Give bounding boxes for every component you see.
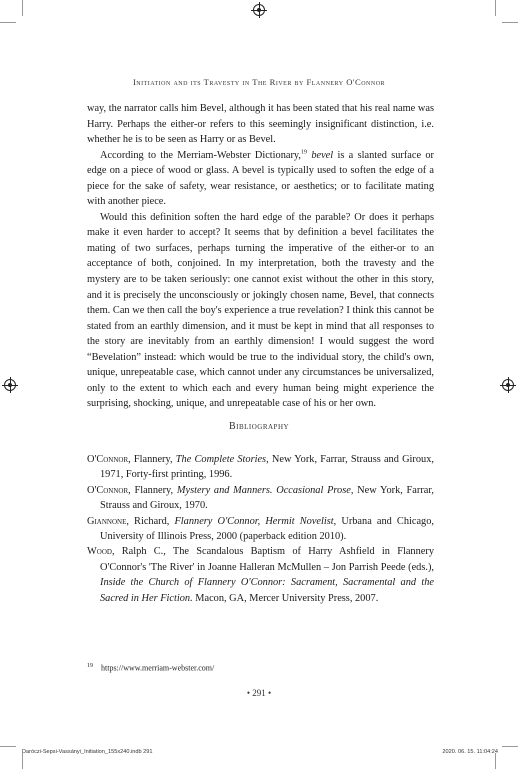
crop-mark [502,22,518,23]
bibliography-entry: O'Connor, Flannery, The Complete Stories, New York, Farrar, Strauss and Giroux, 1971, Forty-first printing, 1996. [87,454,434,481]
bibliography-entry: Wood, Ralph C., The Scandalous Baptism of Harry Ashfield in Flannery O'Connor's 'The River' in Joanne Halleran McMullen – Jon Parrish Peede (eds.), Inside the Church of Flannery O'Connor: Sacrament, Sacramental and the Sacred in Her Fiction. Macon, GA, Mercer University Press, 2007. [87,546,434,604]
footnote-number: 19 [87,663,93,669]
bibliography-entry: Giannone, Richard, Flannery O'Connor, Hermit Novelist, Urbana and Chicago, University of Illinois Press, 2000 (paperback edition 2010). [87,515,434,543]
paragraph: Would this definition soften the hard edge of the parable? Or does it perhaps make it even harder to accept? It seems that by definition a bevel facilitates the mating of two surfaces, perhaps turning the imperative of the either-or to an acceptance of both, conjoined. In my interpretation, both the travesty and the mystery are to be taken seriously: one cannot exist without the other in this story, and it is precisely the unconsciously or jokingly chosen name, Bevel, that connects them. Can we then call the boy's experience a true revelation? I think this cannot be stated from an earthly dimension, and it must be kept in mind that all responses to the story are inevitably from an earthly dimension! I would suggest the word “Bevelation” instead: which would be true to the individual story, the child's own, unique, unrepeatable case, which cannot under any circumstances be universalized, only to the extent to which each and every human being might experience the surprising, shocking, unique, and unrepeatable case of his or her own. [87,211,434,410]
footnote [87,663,434,673]
body-text [87,101,434,412]
crop-mark [502,746,518,747]
footnote-url[interactable]: https://www.merriam-webster.com/ [101,663,215,673]
registration-mark-icon [502,379,514,391]
registration-mark-icon [253,4,265,16]
registration-mark-icon [4,379,16,391]
paragraph: According to the Merriam-Webster Dictionary,$^{19}$ bevel is a slanted surface or edge on a piece of wood or glass. A bevel is typically used to soften the edge of a piece for the sake of safety, wear resistance, or aesthetics; or to facilitate mating with another piece. [87,149,434,208]
crop-mark [495,0,496,16]
page-number: • 291 • [246,688,272,698]
crop-mark [495,753,496,769]
bibliography-entry: O'Connor, Flannery, Mystery and Manners. Occasional Prose, New York, Farrar, Strauss and Giroux, 1970. [87,484,434,512]
crop-mark [22,0,23,16]
crop-mark [0,746,16,747]
crop-mark [0,22,16,23]
print-slug-file: Daróczi-Sepsi-Vassányi_Initiation_155x240.indb 291 [22,749,153,755]
bibliography-heading: Bibliography [228,421,290,432]
crop-mark [22,753,23,769]
paragraph: way, the narrator calls him Bevel, although it has been stated that his real name was Harry. Perhaps the either-or refers to this seemingly insignificant distinction, i.e. whether he is to be seen as Harry or as Bevel. [87,103,434,146]
bibliography-list [87,452,434,606]
running-head: Initiation and its Travesty in The River by Flannery O'Connor [132,77,386,87]
print-slug-timestamp: 2020. 06. 15. 11:04:24 [442,749,498,755]
footnote-ref: 19 [301,149,308,156]
